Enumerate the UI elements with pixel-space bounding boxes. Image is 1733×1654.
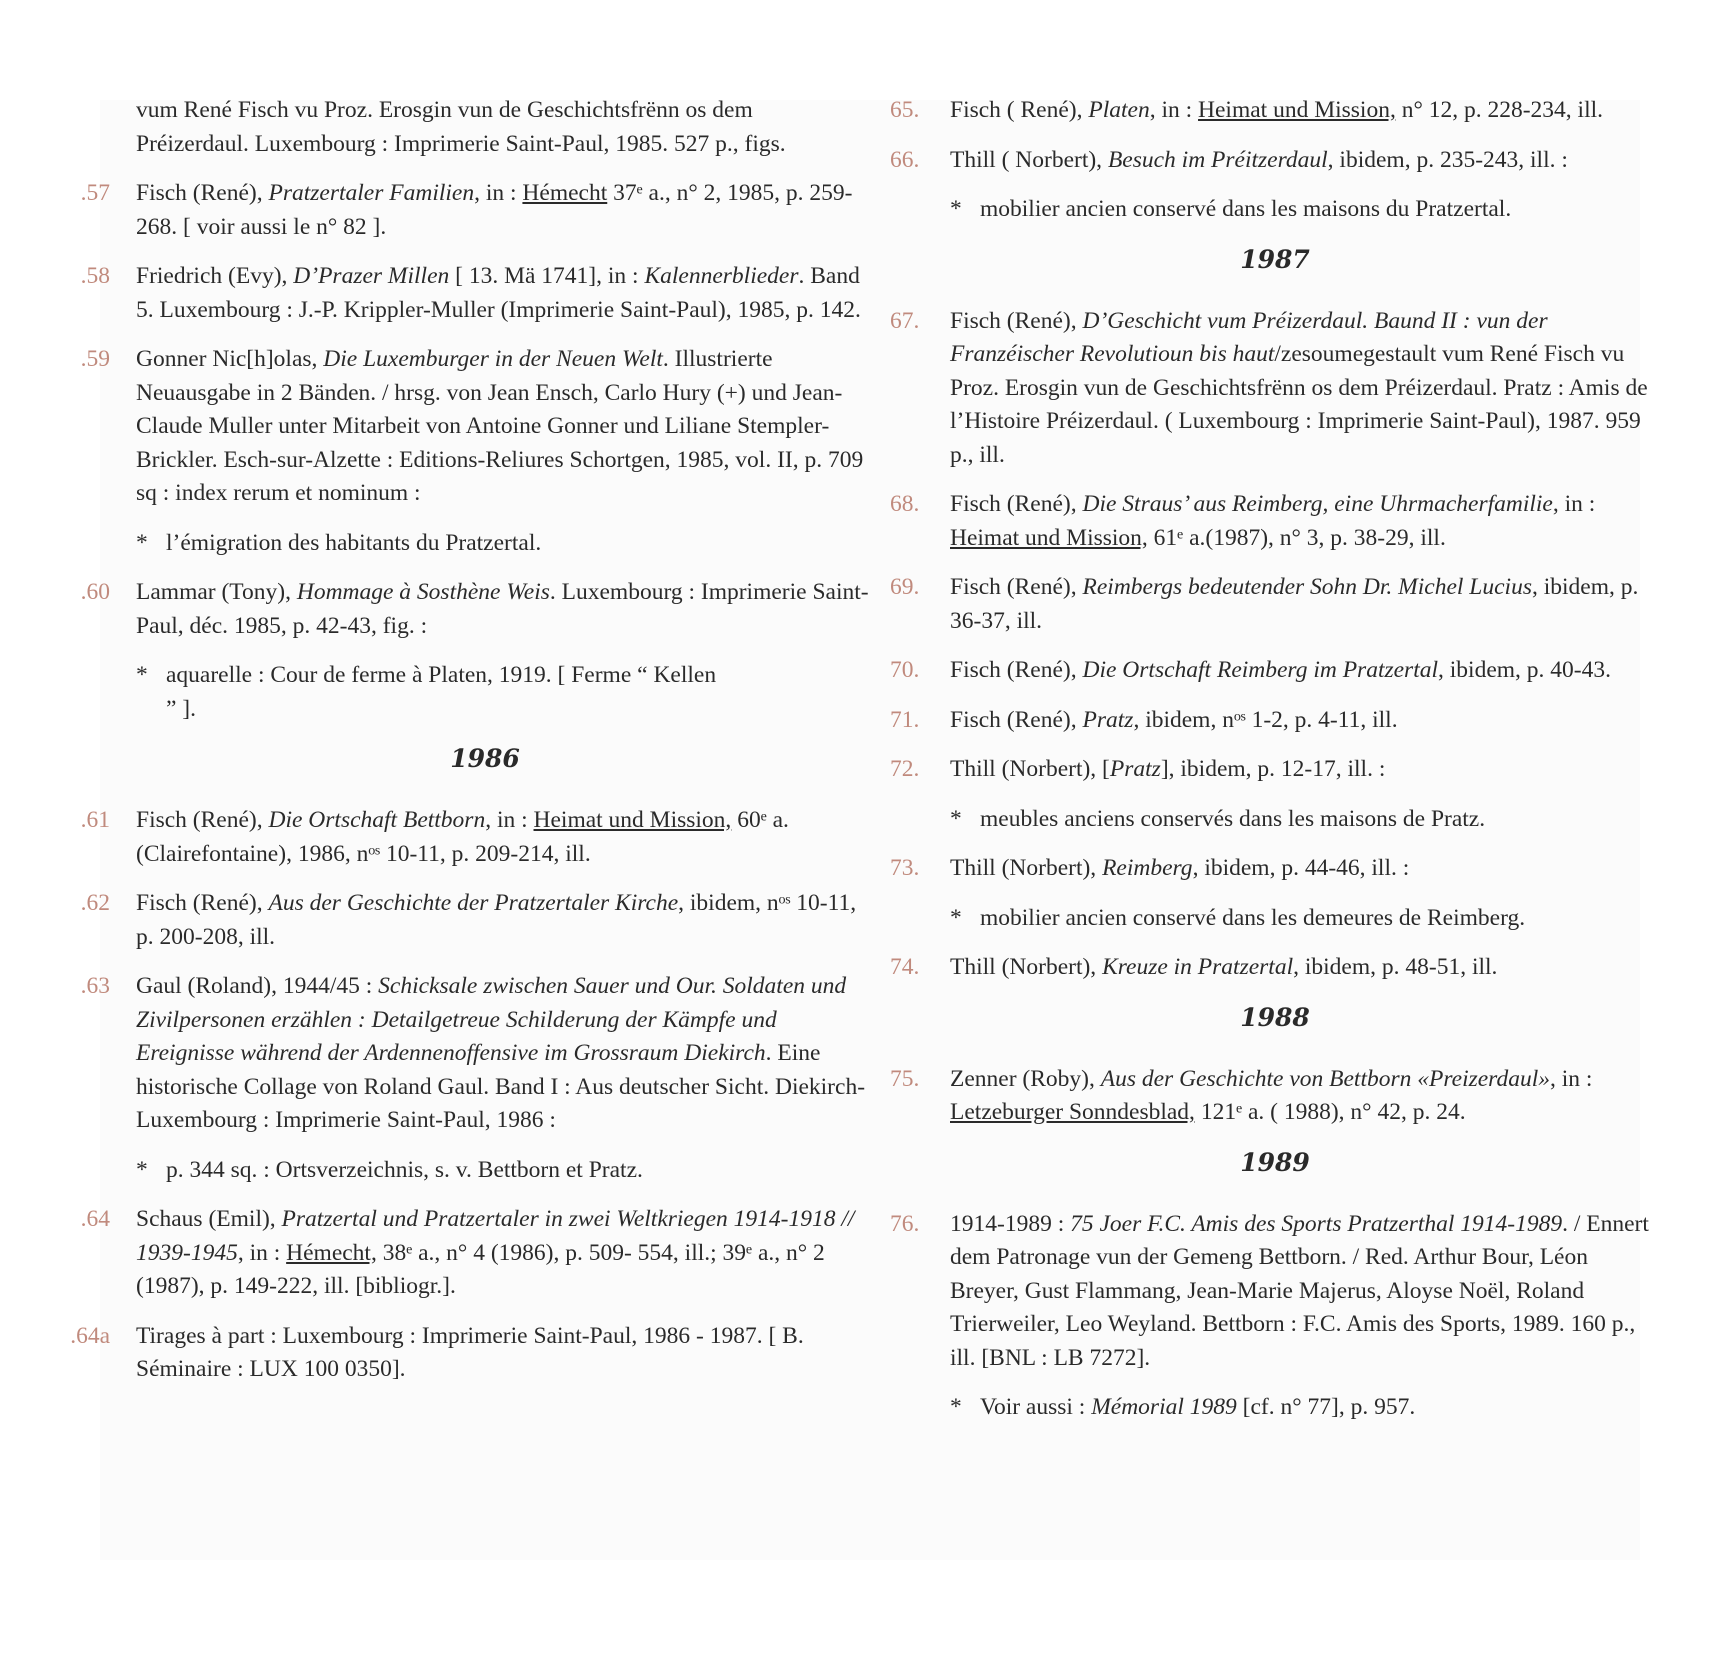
entry-number: 67. <box>890 307 920 334</box>
entry-number: 70. <box>890 657 920 683</box>
entry-number: 58. <box>80 263 110 289</box>
year-heading-1987: 1987 <box>1240 244 1310 274</box>
entry-71: 71. Fisch (René), Pratz, ibidem, nᵒˢ 1-2, p. 4-11, ill. <box>890 704 1660 738</box>
sub-item-72: * meubles anciens conservés dans les maisons de Pratz. <box>950 805 1486 832</box>
entry-75: 75. Zenner (Roby), Aus der Geschichte von Bettborn «Preizerdaul», in : Letzeburger Sonndesblad, 121ᵉ a. ( 1988), n° 42, p. 24. <box>890 1063 1660 1130</box>
entry-67: 67. Fisch (René), D’Geschicht vum Préizerdaul. Baund II : vun der Franzéischer Revolutioun bis haut/zesoumegestault vum René Fisch vu Proz. Erosgin vun de Geschichtsfrënn os dem Préizerdaul. Pratz : Amis de l’Histoire Préizerdaul. ( Luxembourg : Imprimerie Saint-Paul), 1987. 959 p., ill. <box>890 305 1660 473</box>
sub-item-63: * p. 344 sq. : Ortsverzeichnis, s. v. Bettborn et Pratz. <box>136 1156 643 1183</box>
left-column <box>70 97 870 1560</box>
entry-64a: 64a. Tirages à part : Luxembourg : Imprimerie Saint-Paul, 1986 - 1987. [ B. Séminaire : LUX 100 0350]. <box>100 1320 870 1387</box>
entry-58: 58. Friedrich (Evy), D’Prazer Millen [ 13. Mä 1741], in : Kalennerblieder. Band 5. Luxembourg : J.-P. Krippler-Muller (Imprimerie Saint-Paul), 1985, p. 142. <box>100 260 870 327</box>
entry-69: 69. Fisch (René), Reimbergs bedeutender Sohn Dr. Michel Lucius, ibidem, p. 36-37, ill. <box>890 571 1660 638</box>
entry-70: 70. Fisch (René), Die Ortschaft Reimberg im Pratzertal, ibidem, p. 40-43. <box>890 654 1660 688</box>
entry-intro: vum René Fisch vu Proz. Erosgin vun de Geschichtsfrënn os dem Préizerdaul. Luxembourg : Imprimerie Saint-Paul, 1985. 527 p., figs. <box>136 97 786 157</box>
sub-item-73: * mobilier ancien conservé dans les demeures de Reimberg. <box>950 904 1526 931</box>
year-heading-1988: 1988 <box>1240 1002 1310 1032</box>
sub-item-59: * l’émigration des habitants du Pratzertal. <box>136 529 542 556</box>
entry-74: 74. Thill (Norbert), Kreuze in Pratzertal, ibidem, p. 48-51, ill. <box>890 951 1660 985</box>
entry-64: 64. Schaus (Emil), Pratzertal und Pratzertaler in zwei Weltkriegen 1914-1918 // 1939-1945, in : Hémecht, 38ᵉ a., n° 4 (1986), p. 509- 554, ill.; 39ᵉ a., n° 2 (1987), p. 149-222, ill. [bibliogr.]. <box>100 1203 870 1304</box>
year-heading-1986: 1986 <box>450 744 520 773</box>
entry-63: 63. Gaul (Roland), 1944/45 : Schicksale zwischen Sauer und Our. Soldaten und Zivilpersonen erzählen : Detailgetreue Schilderung der Kämpfe und Ereignisse während der Ardennenoffensive im Grossraum Diekirch. Eine historische Collage von Roland Gaul. Band I : Aus deutscher Sicht. Diekirch-Luxembourg : Imprimerie Saint-Paul, 1986 : <box>100 970 870 1138</box>
entry-number: 69. <box>890 574 920 600</box>
entry-number: 76. <box>890 1210 920 1237</box>
entry-68: 68. Fisch (René), Die Straus’ aus Reimberg, eine Uhrmacherfamilie, in : Heimat und Mission, 61ᵉ a.(1987), n° 3, p. 38-29, ill. <box>890 488 1660 555</box>
entry-number: 75. <box>890 1065 920 1092</box>
entry-62: 62. Fisch (René), Aus der Geschichte der Pratzertaler Kirche, ibidem, nᵒˢ 10-11, p. 200-208, ill. <box>100 887 870 954</box>
entry-number: 74. <box>890 954 920 980</box>
entry-60: 60. Lammar (Tony), Hommage à Sosthène Weis. Luxembourg : Imprimerie Saint-Paul, déc. 1985, p. 42-43, fig. : <box>100 576 870 643</box>
entry-number: 62. <box>80 890 110 916</box>
entry-65: 65. Fisch ( René), Platen, in : Heimat und Mission, n° 12, p. 228-234, ill. <box>890 94 1660 128</box>
right-column <box>890 97 1660 1560</box>
entry-number: 73. <box>890 855 920 881</box>
entry-number: 63. <box>80 973 110 999</box>
entry-number: 71. <box>890 706 920 733</box>
sub-item-76: * Voir aussi : Mémorial 1989 [cf. n° 77], p. 957. <box>950 1394 1416 1420</box>
entry-66: 66. Thill ( Norbert), Besuch im Préitzerdaul, ibidem, p. 235-243, ill. : <box>890 144 1660 178</box>
entry-number: 66. <box>890 146 920 173</box>
sub-item-66: * mobilier ancien conservé dans les maisons du Pratzertal. <box>950 196 1512 222</box>
entry-59: 59. Gonner Nic[h]olas, Die Luxemburger in der Neuen Welt. Illustrierte Neuausgabe in 2 Bänden. / hrsg. von Jean Ensch, Carlo Hury (+) und Jean-Claude Muller unter Mitarbeit von Antoine Gonner und Liliane Stempler-Brickler. Esch-sur-Alzette : Editions-Reliures Schortgen, 1985, vol. II, p. 709 sq : index rerum et nominum : <box>100 343 870 511</box>
entry-number: 57. <box>80 180 110 206</box>
entry-61: 61. Fisch (René), Die Ortschaft Bettborn, in : Heimat und Mission, 60ᵉ a. (Clairefontaine), 1986, nᵒˢ 10-11, p. 209-214, ill. <box>100 804 870 871</box>
entry-number: 65. <box>890 97 920 123</box>
entry-72: 72. Thill (Norbert), [Pratz], ibidem, p. 12-17, ill. : <box>890 753 1660 787</box>
entry-number: 68. <box>890 491 920 517</box>
year-heading-1989: 1989 <box>1240 1147 1310 1177</box>
entry-number: 61. <box>80 807 110 833</box>
entry-number: 59. <box>80 346 110 372</box>
entry-57: 57. Fisch (René), Pratzertaler Familien, in : Hémecht 37ᵉ a., n° 2, 1985, p. 259-268. [ voir aussi le n° 82 ]. <box>100 177 870 244</box>
sub-item-60: * aquarelle : Cour de ferme à Platen, 1919. [ Ferme “ Kellen ” ]. <box>136 662 717 722</box>
entry-73: 73. Thill (Norbert), Reimberg, ibidem, p. 44-46, ill. : <box>890 852 1660 886</box>
entry-number: 72. <box>890 756 920 782</box>
bibliography-page <box>70 97 1649 1560</box>
entry-76: 76. 1914-1989 : 75 Joer F.C. Amis des Sports Pratzerthal 1914-1989. / Ennert dem Patronage vun der Gemeng Bettborn. / Red. Arthur Bour, Léon Breyer, Gust Flammang, Jean-Marie Majerus, Aloyse Noël, Roland Trierweiler, Leo Weyland. Bettborn : F.C. Amis des Sports, 1989. 160 p., ill. [BNL : LB 7272]. <box>890 1208 1660 1376</box>
entry-number: 64. <box>80 1206 110 1232</box>
entry-number: 60. <box>80 579 110 605</box>
entry-number: 64a. <box>70 1322 110 1349</box>
